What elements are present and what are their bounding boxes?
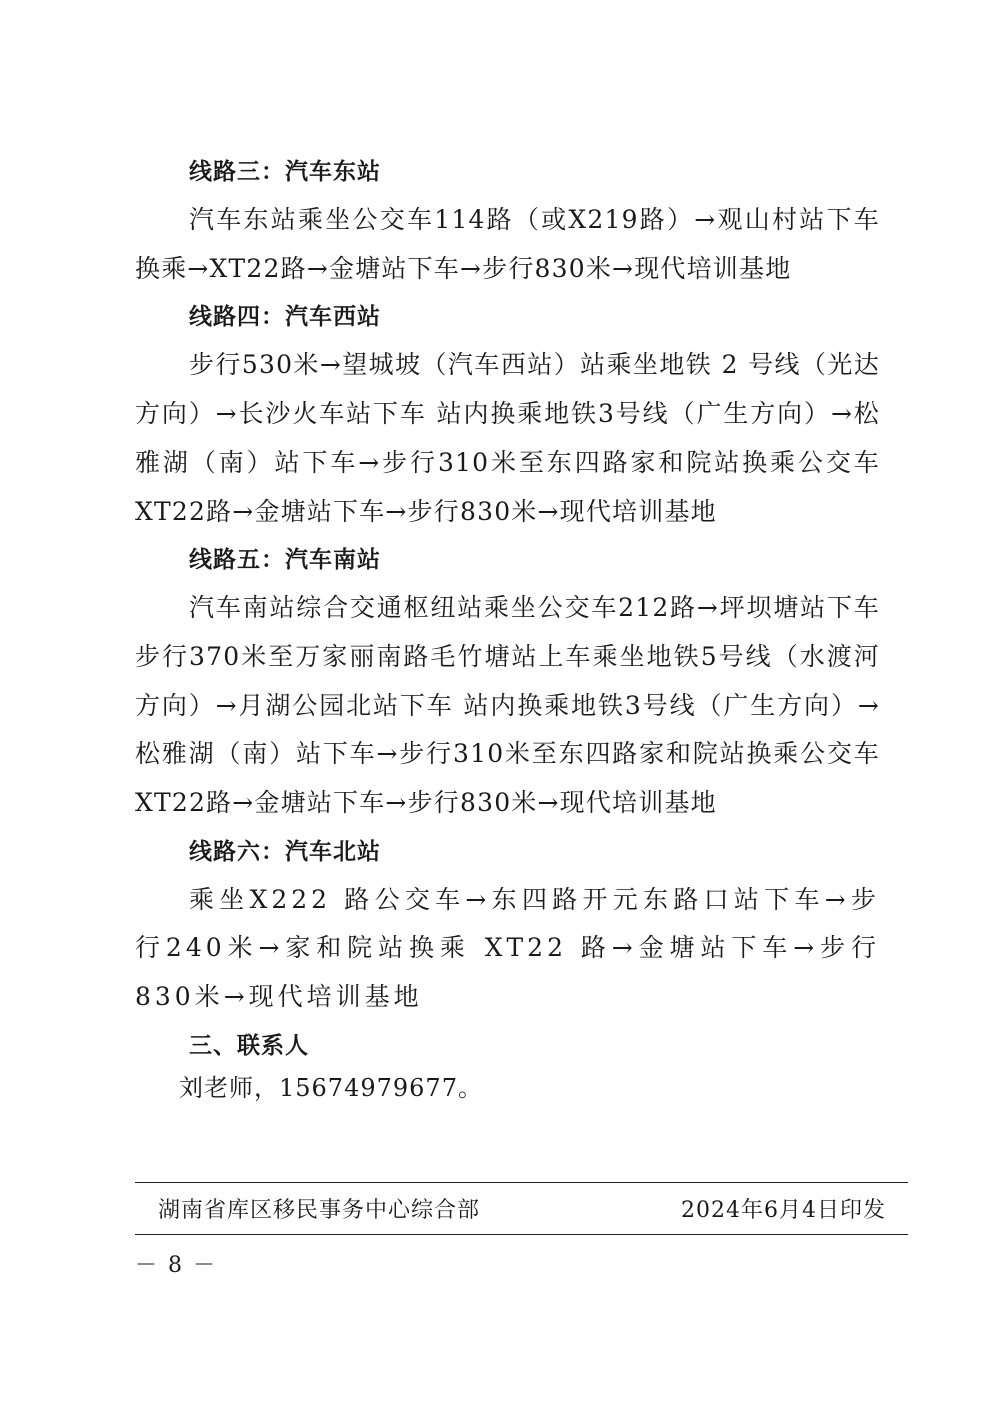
footer-top-rule [135, 1182, 908, 1183]
route-four-text: 步行530米→望城坡（汽车西站）站乘坐地铁 2 号线（光达方向）→长沙火车站下车 站内换乘地铁3号线（广生方向）→松雅湖（南）站下车→步行310米至东四路家和院站换乘公交车XT22路→金塘站下车→步行830米→现代培训基地 [135, 350, 880, 526]
footer-date: 2024年6月4日印发 [681, 1197, 886, 1223]
footer-bottom-rule [135, 1234, 908, 1235]
contact-heading: 三、联系人 [189, 1032, 309, 1059]
footer-issuer: 湖南省库区移民事务中心综合部 [158, 1197, 481, 1223]
route-five-heading: 线路五：汽车南站 [189, 547, 381, 574]
page-number: － 8 － [135, 1253, 217, 1278]
footer [158, 1188, 886, 1228]
contact-text: 刘老师，15674979677。 [179, 1073, 483, 1102]
route-three-text: 汽车东站乘坐公交车114路（或X219路）→观山村站下车换乘→XT22路→金塘站下车→步行830米→现代培训基地 [135, 205, 880, 283]
route-four-heading: 线路四：汽车西站 [189, 304, 381, 331]
document-body [135, 148, 880, 1106]
route-five-text: 汽车南站综合交通枢纽站乘坐公交车212路→坪坝塘站下车步行370米至万家丽南路毛竹塘站上车乘坐地铁5号线（水渡河方向）→月湖公园北站下车 站内换乘地铁3号线（广生方向）→松雅湖（南）站下车→步行310米至东四路家和院站换乘公交车XT22路→金塘站下车→步行830米→现代培训基地 [135, 593, 880, 818]
route-six-text: 乘坐X222 路公交车→东四路开元东路口站下车→步行240米→家和院站换乘 XT22 路→金塘站下车→步行830米→现代培训基地 [135, 884, 880, 1012]
route-three-heading: 线路三：汽车东站 [189, 159, 381, 185]
route-six-heading: 线路六：汽车北站 [189, 838, 381, 865]
